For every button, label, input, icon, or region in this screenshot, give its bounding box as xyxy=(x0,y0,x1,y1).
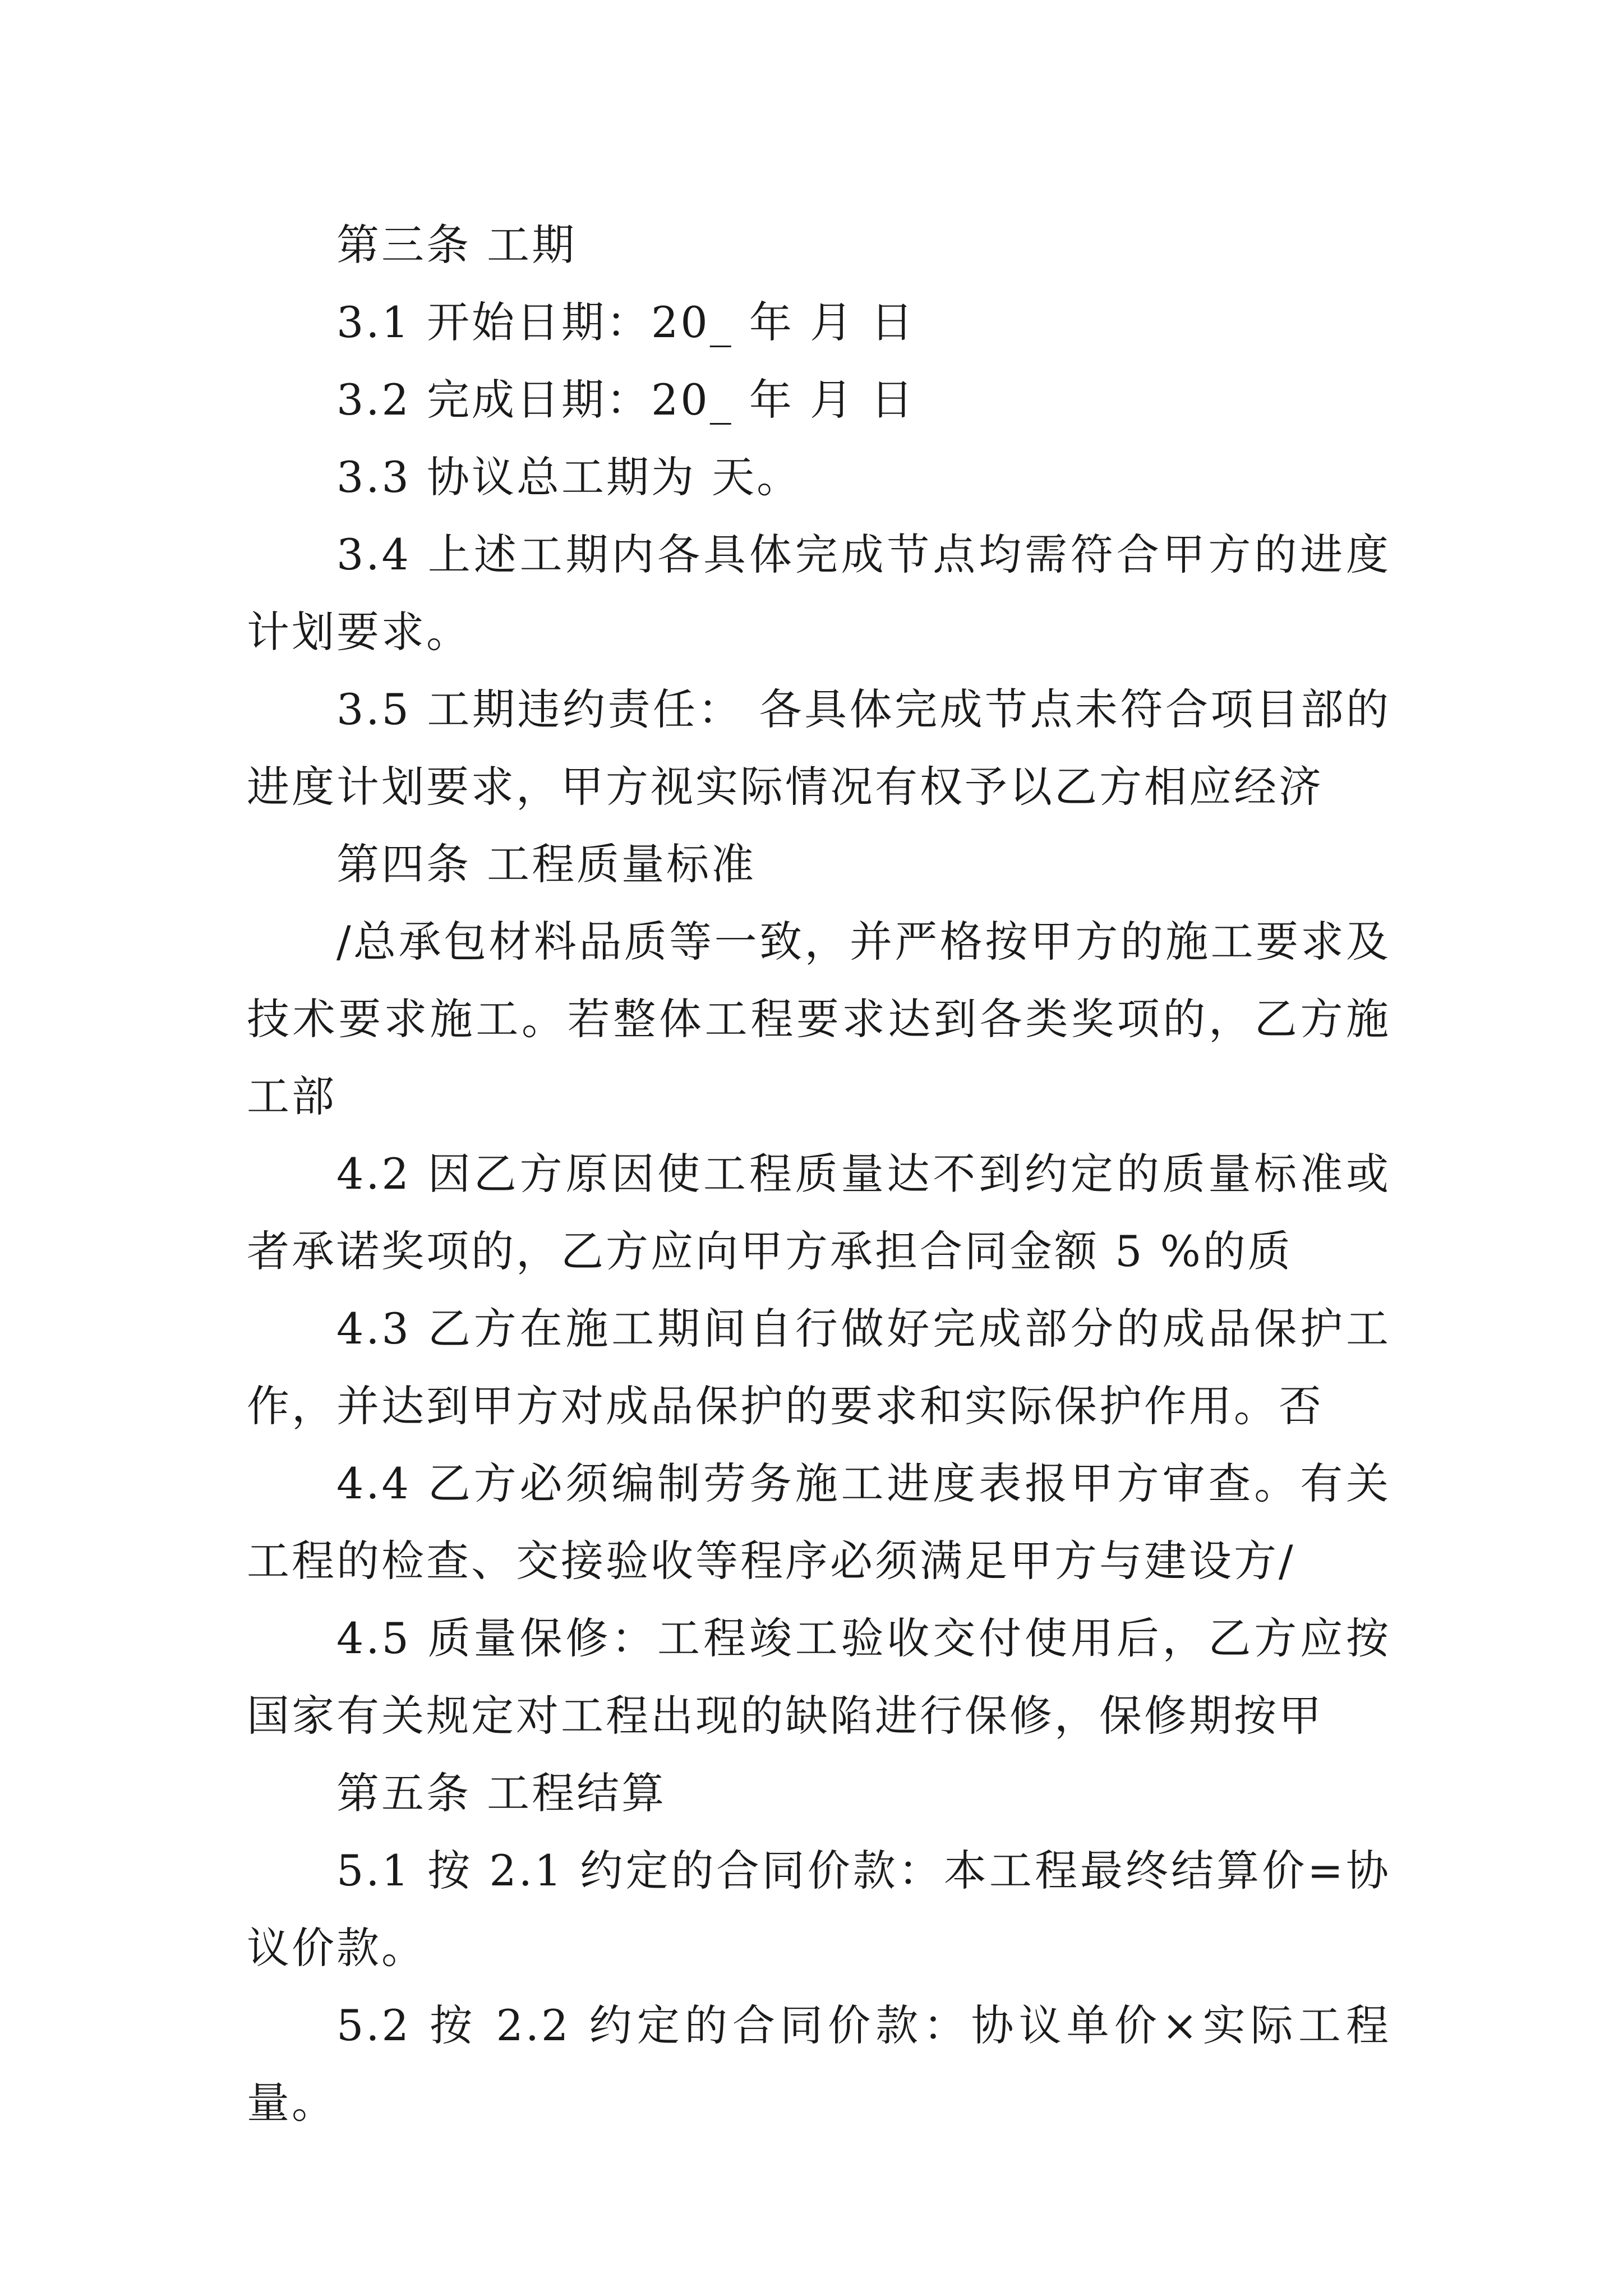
heading-article-5: 第五条 工程结算 xyxy=(336,1768,667,1818)
clause-4-5: 4.5 质量保修：工程竣工验收交付使用后，乙方应按国家有关规定对工程出现的缺陷进行保修，保修期按甲 xyxy=(247,1613,1391,1741)
clause-5-1: 5.1 按 2.1 约定的合同价款：本工程最终结算价=协议价款。 xyxy=(247,1846,1391,1973)
clause-4-4: 4.4 乙方必须编制劳务施工进度表报甲方审查。有关工程的检查、交接验收等程序必须满足甲方与建设方/ xyxy=(247,1458,1391,1586)
heading-article-3: 第三条 工期 xyxy=(336,220,577,270)
clause-4-2: 4.2 因乙方原因使工程质量达不到约定的质量标准或者承诺奖项的，乙方应向甲方承担合同金额 5 %的质 xyxy=(247,1149,1391,1276)
heading-article-4: 第四条 工程质量标准 xyxy=(336,839,757,889)
clause-3-4: 3.4 上述工期内各具体完成节点均需符合甲方的进度计划要求。 xyxy=(247,530,1391,657)
clause-3-3: 3.3 协议总工期为 天。 xyxy=(336,452,802,502)
clause-3-1: 3.1 开始日期：20_ 年 月 日 xyxy=(336,297,916,347)
document-body xyxy=(247,206,1391,2142)
clause-3-5: 3.5 工期违约责任： 各具体完成节点未符合项目部的进度计划要求，甲方视实际情况有权予以乙方相应经济 xyxy=(247,684,1391,812)
clause-4-1-fragment: /总承包材料品质等一致，并严格按甲方的施工要求及技术要求施工。若整体工程要求达到各类奖项的，乙方施工部 xyxy=(247,917,1391,1121)
clause-4-3: 4.3 乙方在施工期间自行做好完成部分的成品保护工作，并达到甲方对成品保护的要求和实际保护作用。否 xyxy=(247,1304,1391,1431)
clause-3-2: 3.2 完成日期：20_ 年 月 日 xyxy=(336,375,916,425)
clause-5-2: 5.2 按 2.2 约定的合同价款：协议单价×实际工程量。 xyxy=(247,2000,1391,2128)
